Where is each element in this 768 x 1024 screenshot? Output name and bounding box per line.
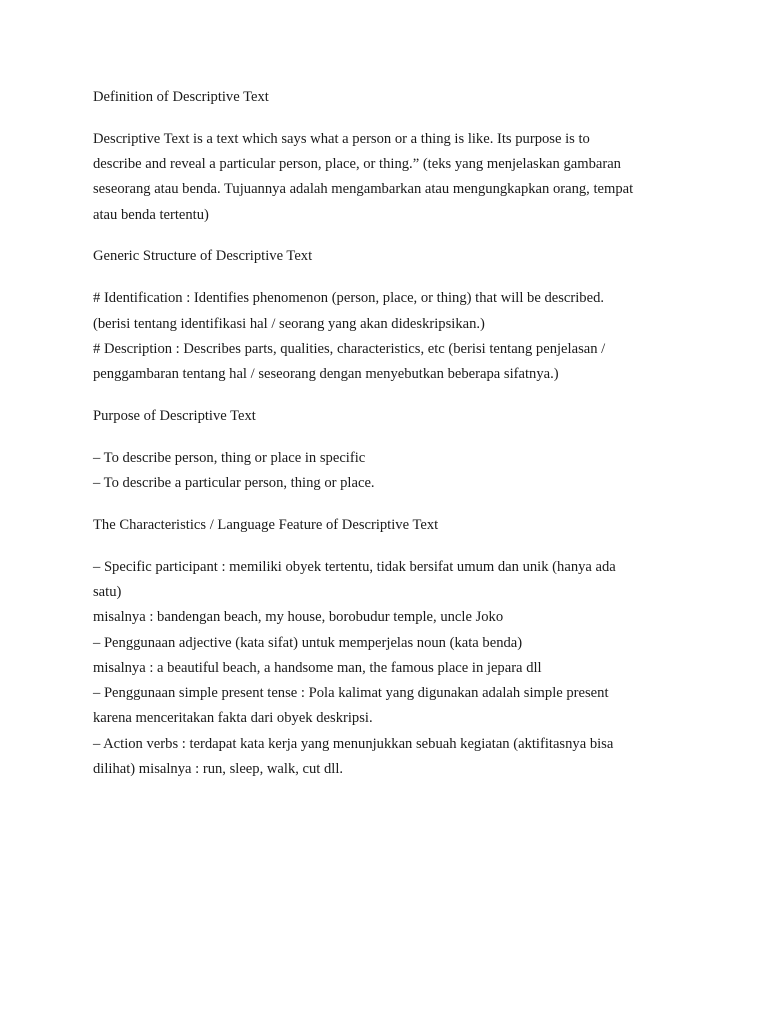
paragraph-line: # Description : Describes parts, qualities, characteristics, etc (berisi tentang penjelasan / <box>93 340 606 357</box>
heading-text: Definition of Descriptive Text <box>93 89 269 105</box>
heading-text: The Characteristics / Language Feature of Descriptive Text <box>93 516 439 533</box>
paragraph-line: – Penggunaan simple present tense : Pola kalimat yang digunakan adalah simple present <box>93 685 609 702</box>
paragraph-line: satu) <box>93 583 122 600</box>
definition-paragraph <box>93 127 683 228</box>
paragraph-line: describe and reveal a particular person, place, or thing.” (teks yang menjelaskan gambaran <box>93 156 621 173</box>
paragraph-line: misalnya : bandengan beach, my house, borobudur temple, uncle Joko <box>93 609 504 626</box>
generic-structure-paragraph <box>93 286 683 387</box>
paragraph-line: – Action verbs : terdapat kata kerja yang menunjukkan sebuah kegiatan (aktifitasnya bisa <box>93 735 614 752</box>
section-heading-definition <box>93 85 683 110</box>
section-heading-purpose <box>93 404 683 429</box>
heading-text: Purpose of Descriptive Text <box>93 407 256 424</box>
purpose-paragraph <box>93 446 683 497</box>
section-heading-generic-structure <box>93 244 683 269</box>
paragraph-line: seseorang atau benda. Tujuannya adalah mengambarkan atau mengungkapkan orang, tempat <box>93 181 634 198</box>
paragraph-line: – Specific participant : memiliki obyek tertentu, tidak bersifat umum dan unik (hanya ada <box>93 558 616 575</box>
characteristics-paragraph <box>93 555 683 783</box>
paragraph-line: – To describe person, thing or place in specific <box>93 449 366 466</box>
paragraph-line: misalnya : a beautiful beach, a handsome man, the famous place in jepara dll <box>93 659 542 676</box>
paragraph-line: atau benda tertentu) <box>93 206 209 223</box>
paragraph-line: # Identification : Identifies phenomenon (person, place, or thing) that will be described. <box>93 290 605 307</box>
document-body <box>93 85 683 799</box>
paragraph-line: dilihat) misalnya : run, sleep, walk, cut dll. <box>93 761 344 778</box>
paragraph-line: Descriptive Text is a text which says what a person or a thing is like. Its purpose is to <box>93 130 590 147</box>
paragraph-line: karena menceritakan fakta dari obyek deskripsi. <box>93 710 373 727</box>
paragraph-line: – To describe a particular person, thing or place. <box>93 475 375 492</box>
paragraph-line: penggambaran tentang hal / seseorang dengan menyebutkan beberapa sifatnya.) <box>93 366 559 383</box>
paragraph-line: – Penggunaan adjective (kata sifat) untuk memperjelas noun (kata benda) <box>93 634 523 651</box>
paragraph-line: (berisi tentang identifikasi hal / seorang yang akan dideskripsikan.) <box>93 315 485 332</box>
heading-text: Generic Structure of Descriptive Text <box>93 248 313 265</box>
section-heading-characteristics <box>93 513 683 538</box>
